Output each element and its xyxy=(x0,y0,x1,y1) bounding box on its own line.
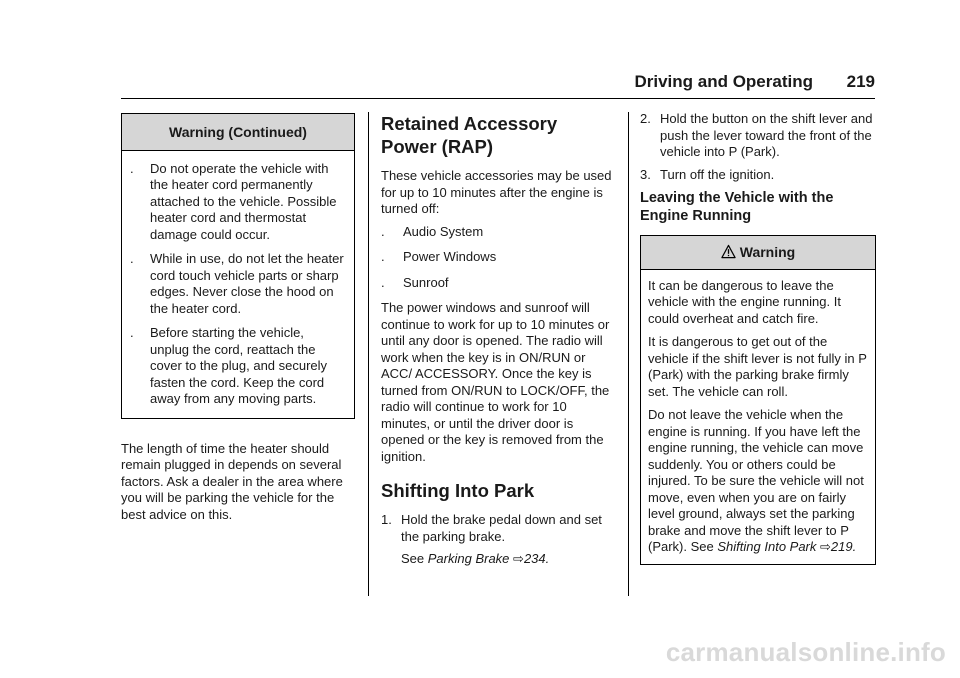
warning-bullet xyxy=(130,325,346,408)
warning-body xyxy=(641,270,875,564)
warning-continued-title: Warning (Continued) xyxy=(122,114,354,151)
parking-brake-link[interactable]: Parking Brake xyxy=(427,551,510,566)
leaving-heading: Leaving the Vehicle with the Engine Running xyxy=(640,190,834,224)
rap-item xyxy=(381,224,613,241)
step-number: 3. xyxy=(640,166,651,182)
step-item xyxy=(640,111,876,161)
warning-bullet-text: While in use, do not let the heater cord touch vehicle parts or sharp edges. Never close the hood on the heater cord. xyxy=(150,251,344,316)
rap-paragraph: The power windows and sunroof will continue to work for up to 10 minutes or until any door is opened. The radio will work when the key is in ON/RUN or ACC/ ACCESSORY. Once the key is turned from ON/RUN to LOCK/OFF, the radio will continue to work for 10 minutes, or until the driver door is opened or the key is removed from the ignition. xyxy=(381,300,610,464)
step-see-reference xyxy=(381,551,613,568)
column-middle xyxy=(381,112,613,574)
page-reference-icon: ⇨ xyxy=(820,539,831,554)
shifting-into-park-link[interactable]: Shifting Into Park xyxy=(717,539,817,554)
warning-box xyxy=(640,235,876,565)
warning-continued-box xyxy=(121,113,355,419)
bullet-marker: . xyxy=(381,274,385,290)
column-divider xyxy=(368,112,369,596)
warning-paragraph: It can be dangerous to leave the vehicle with the engine running. It could overheat and catch fire. xyxy=(648,277,841,326)
page-reference[interactable]: 234. xyxy=(523,551,550,566)
rap-item xyxy=(381,275,613,292)
column-left xyxy=(121,113,355,529)
page-number: 219 xyxy=(846,72,875,91)
page-reference[interactable]: 219. xyxy=(830,539,857,554)
warning-paragraph: It is dangerous to get out of the vehicle if the shift lever is not fully in P (Park) with the parking brake firmly set. The vehicle can roll. xyxy=(648,334,867,399)
warning-bullet-text: Before starting the vehicle, unplug the cord, reattach the cover to the plug, and securely fasten the cord. Keep the cord away from any moving parts. xyxy=(150,325,328,406)
rap-item-label: Sunroof xyxy=(403,274,449,290)
warning-triangle-icon xyxy=(721,244,736,259)
step-number: 1. xyxy=(381,512,392,527)
warning-bullet-text: Do not operate the vehicle with the heater cord permanently attached to the vehicle. Possible heater cord and thermostat damage could occur. xyxy=(150,160,337,242)
rap-item xyxy=(381,249,613,266)
step-text: Hold the button on the shift lever and push the lever toward the front of the vehicle into P (Park). xyxy=(660,111,873,159)
warning-bullet xyxy=(130,251,346,317)
step-item xyxy=(381,512,613,545)
see-label: See xyxy=(401,551,425,566)
bullet-marker: . xyxy=(130,325,134,340)
see-label: See xyxy=(690,539,714,554)
rap-intro: These vehicle accessories may be used for up to 10 minutes after the engine is turned off: xyxy=(381,168,612,216)
warning-continued-body xyxy=(122,151,354,418)
park-heading: Shifting Into Park xyxy=(381,480,535,501)
warning-bullet xyxy=(130,161,346,244)
watermark: carmanualsonline.info xyxy=(665,637,946,667)
step-text: Hold the brake pedal down and set the parking brake. xyxy=(401,512,602,544)
step-item xyxy=(640,167,876,184)
column-right xyxy=(640,111,876,565)
section-title: Driving and Operating xyxy=(634,72,813,91)
bullet-marker: . xyxy=(381,249,385,264)
step-number: 2. xyxy=(640,111,651,126)
bullet-marker: . xyxy=(381,223,385,239)
bullet-marker: . xyxy=(130,160,134,176)
warning-title: Warning xyxy=(739,244,796,260)
page-header xyxy=(121,70,875,99)
step-text: Turn off the ignition. xyxy=(660,166,775,182)
heater-paragraph: The length of time the heater should remain plugged in depends on several factors. Ask a dealer in the area where you will be parking the vehicle for the best advice on this. xyxy=(121,440,343,522)
column-divider xyxy=(628,112,629,596)
page-reference-icon: ⇨ xyxy=(513,551,524,566)
rap-item-label: Power Windows xyxy=(403,249,497,264)
bullet-marker: . xyxy=(130,251,134,266)
warning-paragraph xyxy=(648,407,868,556)
rap-heading: Retained Accessory Power (RAP) xyxy=(381,113,558,157)
warning-header xyxy=(641,236,875,270)
rap-item-label: Audio System xyxy=(403,223,484,239)
warning-paragraph-text: Do not leave the vehicle when the engine is running. If you have left the engine running, the vehicle can move suddenly. You or others could be injured. To be sure the vehicle will not move, even when you are on fairly level ground, always set the parking brake and move the shift lever to P (Park). xyxy=(648,407,864,554)
